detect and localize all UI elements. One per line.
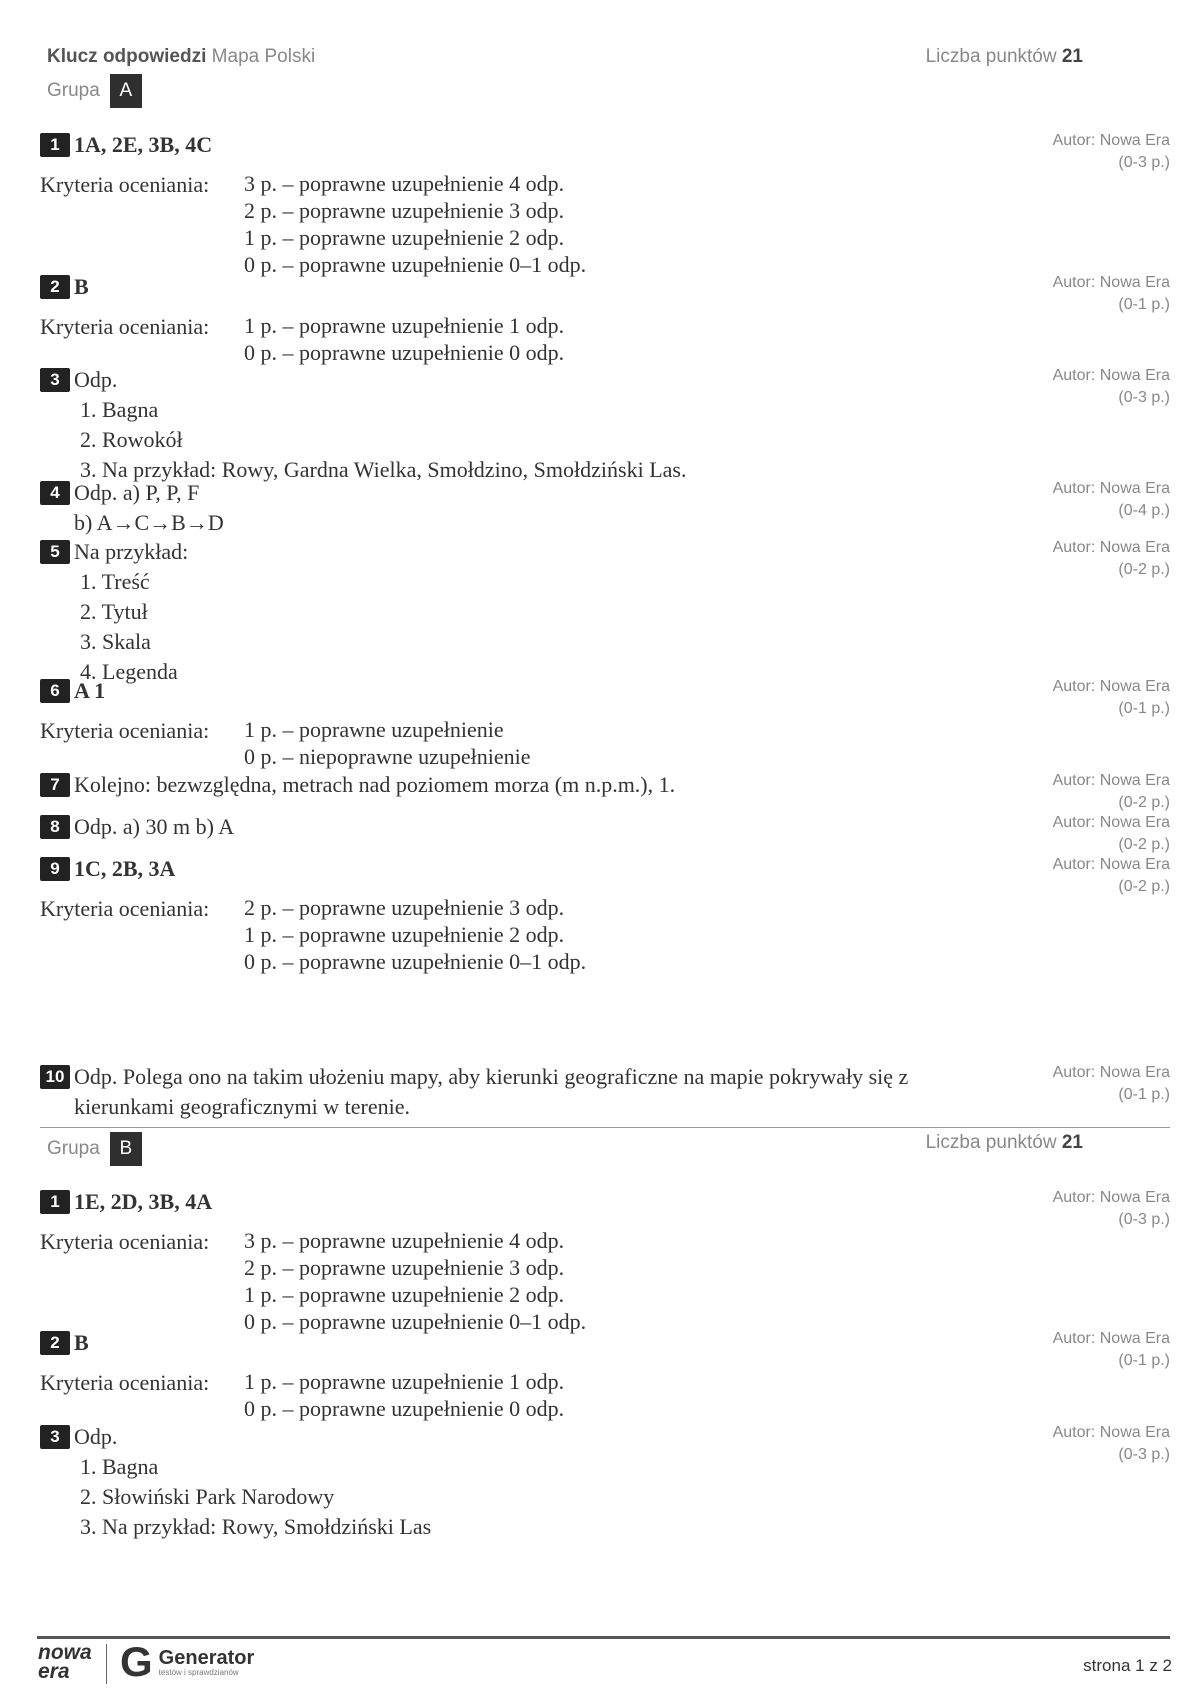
question-number-badge: 5 [40, 540, 70, 564]
author: Autor: Nowa Era [1052, 1330, 1170, 1347]
question-meta [1053, 478, 1170, 522]
points-range: (0-1 p.) [1118, 1352, 1170, 1369]
criteria-line: 0 p. – poprawne uzupełnienie 0 odp. [244, 340, 565, 365]
author: Autor: Nowa Era [1052, 132, 1170, 149]
answer-text: Odp. [74, 367, 118, 392]
question-meta [1053, 365, 1170, 409]
question-meta [1053, 854, 1170, 898]
question-a-1 [40, 130, 1170, 278]
grading-criteria [40, 1368, 1170, 1422]
question-a-5 [40, 537, 1170, 687]
points-range: (0-2 p.) [1118, 561, 1170, 578]
question-meta [1053, 537, 1170, 581]
group-a-header [47, 74, 142, 108]
author: Autor: Nowa Era [1052, 1189, 1170, 1206]
points-range: (0-1 p.) [1118, 700, 1170, 717]
answer-text: Odp. [74, 1424, 118, 1449]
group-b-header [47, 1132, 142, 1166]
question-a-3 [40, 365, 1170, 485]
answer-text: 1C, 2B, 3A [74, 856, 176, 881]
criteria-label: Kryteria oceniania: [40, 1370, 210, 1395]
criteria-line: 1 p. – poprawne uzupełnienie 2 odp. [244, 922, 565, 947]
criteria-label: Kryteria oceniania: [40, 718, 210, 743]
answer-text-part-b: b) A→C→B→D [74, 510, 224, 535]
answer-text: Odp. Polega ono na takim ułożeniu mapy, aby kierunki geograficzne na mapie pokrywały się z kierunkami geograficznymi w terenie. [74, 1064, 909, 1119]
list-item: 1. Bagna [80, 1454, 159, 1479]
question-a-7 [40, 770, 1170, 811]
list-item: 3. Na przykład: Rowy, Gardna Wielka, Smołdzino, Smołdziński Las. [80, 457, 687, 482]
list-item: 4. Legenda [80, 659, 178, 684]
criteria-line: 0 p. – poprawne uzupełnienie 0 odp. [244, 1396, 565, 1421]
grading-criteria [40, 170, 1170, 278]
question-number-badge: 7 [40, 773, 70, 797]
criteria-label: Kryteria oceniania: [40, 896, 210, 921]
group-label: Grupa [47, 1138, 100, 1159]
criteria-line: 1 p. – poprawne uzupełnienie 1 odp. [244, 313, 565, 338]
list-item: 3. Na przykład: Rowy, Smołdziński Las [80, 1514, 432, 1539]
question-meta [1053, 676, 1170, 720]
author: Autor: Nowa Era [1052, 539, 1170, 556]
question-number-badge: 3 [40, 368, 70, 392]
criteria-line: 0 p. – poprawne uzupełnienie 0–1 odp. [244, 1309, 587, 1334]
question-number-badge: 8 [40, 815, 70, 839]
list-item: 1. Treść [80, 569, 150, 594]
criteria-line: 0 p. – poprawne uzupełnienie 0–1 odp. [244, 252, 587, 277]
group-label: Grupa [47, 80, 100, 101]
question-meta [1053, 1422, 1170, 1466]
criteria-line: 0 p. – niepoprawne uzupełnienie [244, 744, 531, 769]
question-number-badge: 1 [40, 133, 70, 157]
author: Autor: Nowa Era [1052, 367, 1170, 384]
question-b-2 [40, 1328, 1170, 1422]
list-item: 2. Tytuł [80, 599, 148, 624]
points-value: 21 [1061, 1132, 1083, 1153]
question-number-badge: 3 [40, 1425, 70, 1449]
answer-text: B [74, 1330, 89, 1355]
grading-criteria [40, 894, 1170, 975]
answer-text: Odp. a) 30 m b) A [74, 814, 235, 839]
question-meta [1053, 812, 1170, 856]
criteria-line: 2 p. – poprawne uzupełnienie 3 odp. [244, 1255, 565, 1280]
question-meta [1053, 1062, 1170, 1106]
criteria-line: 1 p. – poprawne uzupełnienie 2 odp. [244, 1282, 565, 1307]
question-a-9 [40, 854, 1170, 975]
question-a-10 [40, 1062, 1170, 1122]
answer-list [40, 567, 1170, 687]
answer-text: B [74, 274, 89, 299]
author: Autor: Nowa Era [1052, 814, 1170, 831]
group-letter-badge: B [110, 1132, 142, 1166]
criteria-line: 0 p. – poprawne uzupełnienie 0–1 odp. [244, 949, 587, 974]
question-a-6 [40, 676, 1170, 770]
question-number-badge: 1 [40, 1190, 70, 1214]
answer-text: 1A, 2E, 3B, 4C [74, 132, 213, 157]
question-number-badge: 9 [40, 857, 70, 881]
document-title-bold: Klucz odpowiedzi [47, 46, 207, 67]
criteria-line: 1 p. – poprawne uzupełnienie 2 odp. [244, 225, 565, 250]
question-number-badge: 6 [40, 679, 70, 703]
points-range: (0-3 p.) [1118, 1211, 1170, 1228]
points-range: (0-2 p.) [1118, 836, 1170, 853]
question-a-8 [40, 812, 1170, 853]
criteria-line: 3 p. – poprawne uzupełnienie 4 odp. [244, 171, 565, 196]
criteria-line: 1 p. – poprawne uzupełnienie [244, 717, 504, 742]
criteria-line: 1 p. – poprawne uzupełnienie 1 odp. [244, 1369, 565, 1394]
author: Autor: Nowa Era [1052, 856, 1170, 873]
question-b-3 [40, 1422, 1170, 1542]
grading-criteria [40, 1227, 1170, 1335]
group-b-points [926, 1132, 1083, 1154]
question-number-badge: 10 [40, 1065, 70, 1089]
question-meta [1053, 770, 1170, 814]
criteria-line: 2 p. – poprawne uzupełnienie 3 odp. [244, 895, 565, 920]
points-range: (0-1 p.) [1118, 1086, 1170, 1103]
answer-text: Kolejno: bezwzględna, metrach nad poziomem morza (m n.p.m.), 1. [74, 772, 676, 797]
author: Autor: Nowa Era [1052, 678, 1170, 695]
points-range: (0-4 p.) [1118, 502, 1170, 519]
author: Autor: Nowa Era [1052, 772, 1170, 789]
answer-text: Odp. a) P, P, F [74, 480, 200, 505]
list-item: 3. Skala [80, 629, 151, 654]
criteria-label: Kryteria oceniania: [40, 1229, 210, 1254]
group-letter-badge: A [110, 74, 142, 108]
points-range: (0-2 p.) [1118, 878, 1170, 895]
generator-logo: G Generator testów i sprawdzianów [120, 1638, 255, 1685]
points-range: (0-2 p.) [1118, 794, 1170, 811]
points-range: (0-3 p.) [1118, 154, 1170, 171]
criteria-line: 2 p. – poprawne uzupełnienie 3 odp. [244, 198, 565, 223]
points-range: (0-3 p.) [1118, 389, 1170, 406]
points-value: 21 [1061, 46, 1083, 67]
question-a-2 [40, 272, 1170, 366]
question-b-1 [40, 1187, 1170, 1335]
answer-text: 1E, 2D, 3B, 4A [74, 1189, 213, 1214]
answer-text: Na przykład: [74, 539, 189, 564]
points-range: (0-3 p.) [1118, 1446, 1170, 1463]
footer-rule [37, 1636, 1170, 1639]
criteria-label: Kryteria oceniania: [40, 314, 210, 339]
document-title [47, 46, 315, 68]
page-number: strona 1 z 2 [1083, 1656, 1172, 1675]
points-label: Liczba punktów [925, 46, 1057, 67]
author: Autor: Nowa Era [1052, 274, 1170, 291]
author: Autor: Nowa Era [1052, 1064, 1170, 1081]
question-meta [1053, 1328, 1170, 1372]
answer-list [40, 395, 1170, 485]
question-number-badge: 2 [40, 275, 70, 299]
author: Autor: Nowa Era [1052, 480, 1170, 497]
answer-list [40, 1452, 1170, 1542]
question-meta [1053, 1187, 1170, 1231]
points-range: (0-1 p.) [1118, 296, 1170, 313]
total-points [926, 46, 1083, 68]
question-meta [1053, 272, 1170, 316]
question-number-badge: 4 [40, 481, 70, 505]
nowa-era-logo: nowa era [38, 1641, 92, 1683]
points-label: Liczba punktów [925, 1132, 1057, 1153]
question-meta [1053, 130, 1170, 174]
criteria-line: 3 p. – poprawne uzupełnienie 4 odp. [244, 1228, 565, 1253]
generator-logo-icon: G [120, 1638, 153, 1685]
document-title-subject: Mapa Polski [211, 46, 316, 67]
list-item: 2. Rowokół [80, 427, 183, 452]
author: Autor: Nowa Era [1052, 1424, 1170, 1441]
footer-separator [106, 1644, 107, 1684]
question-a-4 [40, 478, 1170, 538]
list-item: 2. Słowiński Park Narodowy [80, 1484, 335, 1509]
question-number-badge: 2 [40, 1331, 70, 1355]
grading-criteria [40, 716, 1170, 770]
answer-text: A 1 [74, 678, 106, 703]
grading-criteria [40, 312, 1170, 366]
criteria-label: Kryteria oceniania: [40, 172, 210, 197]
group-divider [40, 1127, 1170, 1128]
list-item: 1. Bagna [80, 397, 159, 422]
